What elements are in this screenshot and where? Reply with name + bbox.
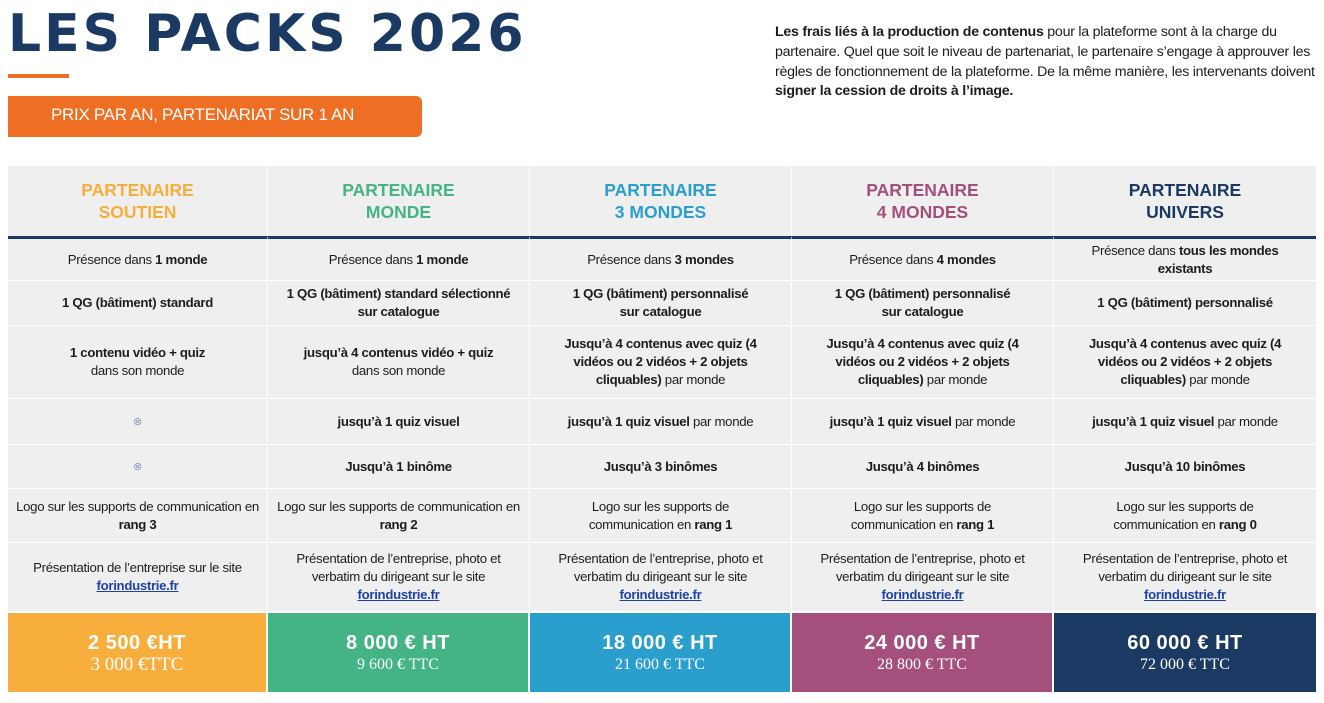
cell-text-bold: Jusqu’à 4 contenus avec quiz (4 vidéos ou 2 vidéos + 2 objets cliquables) bbox=[564, 336, 757, 387]
cell-text: Présence dans bbox=[67, 251, 156, 267]
cell-text: par monde bbox=[923, 372, 988, 387]
cell-text-bold: 1 monde bbox=[155, 251, 208, 267]
page-title: LES PACKS 2026 bbox=[8, 4, 527, 64]
cell-quiz bbox=[792, 398, 1054, 444]
site-link[interactable]: forindustrie.fr bbox=[619, 587, 702, 602]
price-ttc: 72 000 € TTC bbox=[1140, 655, 1230, 673]
price-ht: 24 000 € HT bbox=[864, 631, 980, 654]
cell-logo bbox=[792, 488, 1054, 542]
packs-table bbox=[8, 166, 1316, 693]
pack-header-line2: SOUTIEN bbox=[98, 202, 177, 222]
cell-text: par monde bbox=[1185, 372, 1250, 387]
cell-presentation bbox=[530, 542, 792, 611]
cell-text: par monde bbox=[689, 413, 754, 429]
cell-qg bbox=[8, 280, 268, 325]
cell-presence bbox=[1054, 236, 1316, 280]
cell-text-bold: rang 1 bbox=[694, 516, 733, 532]
cell-text: Présentation de l’entreprise, photo et verbatim du dirigeant sur le site bbox=[1082, 551, 1288, 584]
price-ht: 60 000 € HT bbox=[1127, 631, 1243, 654]
cell-text-bold: 1 QG (bâtiment) standard bbox=[61, 295, 214, 310]
cell-text: Logo sur les supports de communication en bbox=[1113, 498, 1254, 532]
not-included-icon: ⊗ bbox=[133, 416, 142, 428]
cell-qg bbox=[268, 280, 530, 325]
intro-bold-end: signer la cession de droits à l’image. bbox=[775, 83, 1014, 100]
cell-binome bbox=[530, 444, 792, 488]
pack-header-line1: PARTENAIRE bbox=[604, 180, 717, 200]
cell-quiz bbox=[530, 398, 792, 444]
cell-text-bold: Jusqu’à 4 contenus avec quiz (4 vidéos ou 2 vidéos + 2 objets cliquables) bbox=[1088, 336, 1282, 387]
site-link[interactable]: forindustrie.fr bbox=[357, 587, 440, 602]
pack-header-monde bbox=[268, 166, 530, 236]
cell-text-bold: 3 mondes bbox=[674, 251, 734, 267]
cell-text-bold: 1 monde bbox=[416, 251, 469, 267]
site-link[interactable]: forindustrie.fr bbox=[1144, 587, 1226, 602]
cell-text-bold: sur catalogue bbox=[357, 304, 440, 319]
site-link[interactable]: forindustrie.fr bbox=[96, 578, 179, 593]
cell-presence bbox=[792, 236, 1054, 280]
cell-qg bbox=[530, 280, 792, 325]
cell-text: Présentation de l’entreprise, photo et verbatim du dirigeant sur le site bbox=[820, 551, 1025, 584]
cell-logo bbox=[530, 488, 792, 542]
cell-text: Présence dans bbox=[587, 251, 675, 267]
cell-text-bold: 4 mondes bbox=[936, 251, 996, 267]
pack-header-univers bbox=[1054, 166, 1316, 236]
price-ht: 2 500 €HT bbox=[88, 631, 186, 654]
cell-text: Logo sur les supports de communication en bbox=[850, 498, 992, 532]
cell-quiz bbox=[8, 398, 268, 444]
pack-header-line2: UNIVERS bbox=[1146, 202, 1224, 222]
cell-text: dans son monde bbox=[351, 363, 446, 378]
cell-presentation bbox=[1054, 542, 1316, 611]
cell-text-bold: Jusqu’à 4 contenus avec quiz (4 vidéos ou 2 vidéos + 2 objets cliquables) bbox=[826, 336, 1019, 387]
pack-header-line1: PARTENAIRE bbox=[866, 180, 979, 200]
pack-header-line2: MONDE bbox=[365, 202, 432, 222]
pack-header-line2: 3 MONDES bbox=[614, 202, 707, 222]
cell-presence bbox=[8, 236, 268, 280]
cell-text-bold: 1 QG (bâtiment) personnalisé bbox=[834, 286, 1011, 301]
cell-text-bold: 1 contenu vidéo + quiz bbox=[69, 345, 206, 360]
cell-text-bold: rang 2 bbox=[379, 516, 418, 532]
cell-text: Logo sur les supports de communication en bbox=[16, 498, 259, 514]
cell-text-bold: rang 0 bbox=[1218, 516, 1257, 532]
price-cell-4-mondes bbox=[792, 611, 1054, 692]
cell-contenus bbox=[8, 325, 268, 398]
cell-quiz bbox=[268, 398, 530, 444]
pack-header-line1: PARTENAIRE bbox=[342, 180, 455, 200]
cell-text-bold: jusqu’à 1 quiz visuel bbox=[829, 413, 952, 429]
pack-header-3-mondes bbox=[530, 166, 792, 236]
cell-text: Logo sur les supports de communication en bbox=[588, 498, 730, 532]
cell-text-bold: Jusqu’à 1 binôme bbox=[345, 458, 452, 474]
cell-binome bbox=[1054, 444, 1316, 488]
cell-text-bold: sur catalogue bbox=[881, 304, 964, 319]
cell-presence bbox=[530, 236, 792, 280]
price-cell-soutien bbox=[8, 611, 268, 692]
intro-text: pour la plateforme sont à la charge du partenaire. Quel que soit le niveau de partenariat, le partenaire s’engage à approuver les règles de fonctionnement de la plateforme. De la même manière, les intervenants doivent bbox=[775, 24, 1315, 80]
cell-presentation bbox=[792, 542, 1054, 611]
cell-text-bold: jusqu’à 1 quiz visuel bbox=[567, 413, 690, 429]
price-cell-univers bbox=[1054, 611, 1316, 692]
cell-binome bbox=[8, 444, 268, 488]
cell-text: Présentation de l’entreprise sur le site bbox=[33, 560, 242, 575]
cell-contenus bbox=[792, 325, 1054, 398]
cell-binome bbox=[268, 444, 530, 488]
price-ht: 8 000 € HT bbox=[346, 631, 450, 654]
cell-text-bold: Jusqu’à 4 binômes bbox=[865, 458, 980, 474]
cell-text: Présence dans bbox=[1091, 242, 1179, 258]
cell-logo bbox=[1054, 488, 1316, 542]
cell-contenus bbox=[530, 325, 792, 398]
cell-text-bold: jusqu’à 1 quiz visuel bbox=[337, 413, 460, 429]
cell-text: Présentation de l’entreprise, photo et verbatim du dirigeant sur le site bbox=[558, 551, 763, 584]
not-included-icon: ⊗ bbox=[133, 460, 142, 473]
cell-text-bold: 1 QG (bâtiment) personnalisé bbox=[1097, 295, 1273, 310]
cell-qg bbox=[1054, 280, 1316, 325]
cell-text-bold: Jusqu’à 3 binômes bbox=[603, 458, 718, 474]
price-ht: 18 000 € HT bbox=[602, 631, 718, 654]
cell-text-bold: Jusqu’à 10 binômes bbox=[1124, 458, 1246, 474]
price-ttc: 3 000 €TTC bbox=[90, 653, 184, 675]
title-underline bbox=[8, 74, 69, 78]
cell-text: Présence dans bbox=[328, 251, 417, 267]
cell-logo bbox=[8, 488, 268, 542]
pack-header-soutien bbox=[8, 166, 268, 236]
cell-qg bbox=[792, 280, 1054, 325]
cell-text: dans son monde bbox=[90, 363, 185, 378]
cell-text: Présentation de l’entreprise, photo et verbatim du dirigeant sur le site bbox=[296, 551, 501, 584]
cell-presence bbox=[268, 236, 530, 280]
cell-presentation bbox=[8, 542, 268, 611]
cell-text-bold: 1 QG (bâtiment) personnalisé bbox=[572, 286, 749, 301]
price-ttc: 28 800 € TTC bbox=[877, 655, 967, 673]
price-period-banner: PRIX PAR AN, PARTENARIAT SUR 1 AN bbox=[8, 96, 422, 137]
cell-text: par monde bbox=[951, 413, 1016, 429]
pack-header-line1: PARTENAIRE bbox=[81, 180, 194, 200]
cell-text-bold: jusqu’à 4 contenus vidéo + quiz bbox=[303, 345, 494, 360]
price-ttc: 21 600 € TTC bbox=[615, 655, 705, 673]
cell-contenus bbox=[1054, 325, 1316, 398]
price-cell-monde bbox=[268, 611, 530, 692]
pack-header-line2: 4 MONDES bbox=[876, 202, 969, 222]
cell-text-bold: tous les mondes existants bbox=[1157, 242, 1279, 276]
intro-paragraph bbox=[775, 23, 1320, 102]
intro-bold-start: Les frais liés à la production de contenus bbox=[775, 24, 1044, 40]
cell-logo bbox=[268, 488, 530, 542]
cell-text-bold: rang 1 bbox=[956, 516, 995, 532]
cell-text: Présence dans bbox=[849, 251, 937, 267]
cell-contenus bbox=[268, 325, 530, 398]
cell-text-bold: sur catalogue bbox=[619, 304, 702, 319]
cell-text: Logo sur les supports de communication en bbox=[277, 498, 520, 514]
cell-text: par monde bbox=[1214, 413, 1278, 429]
cell-presentation bbox=[268, 542, 530, 611]
cell-binome bbox=[792, 444, 1054, 488]
cell-quiz bbox=[1054, 398, 1316, 444]
cell-text-bold: 1 QG (bâtiment) standard sélectionné bbox=[286, 286, 511, 301]
site-link[interactable]: forindustrie.fr bbox=[881, 587, 964, 602]
cell-text: par monde bbox=[661, 372, 726, 387]
cell-text-bold: rang 3 bbox=[118, 516, 157, 532]
pack-header-line1: PARTENAIRE bbox=[1128, 180, 1242, 200]
price-cell-3-mondes bbox=[530, 611, 792, 692]
pack-header-4-mondes bbox=[792, 166, 1054, 236]
cell-text-bold: jusqu’à 1 quiz visuel bbox=[1092, 413, 1215, 429]
price-ttc: 9 600 € TTC bbox=[357, 655, 439, 673]
